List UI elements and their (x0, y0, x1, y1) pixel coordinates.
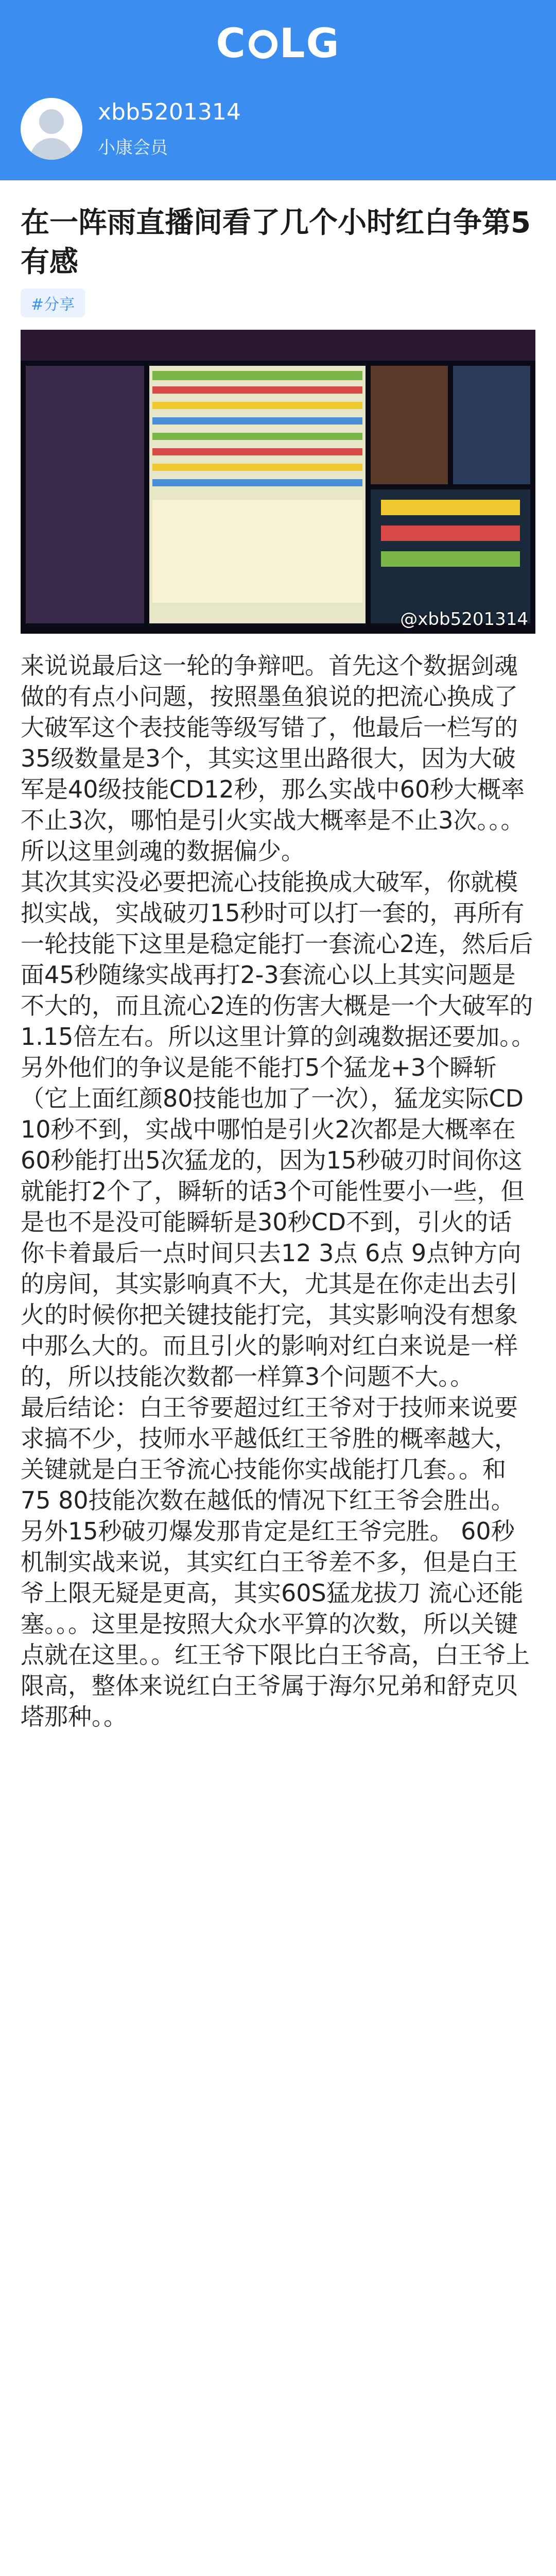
colg-logo: C LG (216, 21, 340, 67)
post-paragraph: 来说说最后这一轮的争辩吧。首先这个数据剑魂做的有点小问题，按照墨鱼狼说的把流心换成了大破军这个表技能等级写错了，他最后一栏写的35级数量是3个，其实这里出路很大，因为大破军是40级技能CD12秒，那么实战中60秒大概率不止3次，哪怕是引火实战大概率是不止3次。。。所以这里剑魂的数据偏少。 (21, 652, 525, 865)
category-tag[interactable]: #分享 (21, 289, 85, 317)
post-image[interactable] (21, 330, 535, 634)
page-header (0, 0, 556, 180)
author-avatar[interactable] (21, 98, 82, 160)
author-row[interactable] (21, 98, 241, 160)
author-tag: 小康会员 (98, 138, 168, 158)
post-paragraph: 最后结论：白王爷要超过红王爷对于技师来说要求搞不少，技师水平越低红王爷胜的概率越大，关键就是白王爷流心技能你实战能打几套。。和75 80技能次数在越低的情况下红王爷会胜出。另外15秒破刃爆发那肯定是红王爷完胜。 60秒机制实战来说，其实红白王爷差不多，但是白王爷上限无疑是更高，其实60S猛龙拔刀 流心还能塞。。。这里是按照大众水平算的次数，所以关键点就在这里。。红王爷下限比白王爷高，白王爷上限高，整体来说红白王爷属于海尔兄弟和舒克贝塔那种。。 (21, 1394, 530, 1731)
post-body (21, 650, 535, 1732)
post-paragraph: 其次其实没必要把流心技能换成大破军，你就模拟实战，实战破刃15秒时可以打一套的，再所有一轮技能下这里是稳定能打一套流心2连，然后后面45秒随缘实战再打2-3套流心以上其实问题是不大的，而且流心2连的伤害大概是一个大破军的1.15倍左右。所以这里计算的剑魂数据还要加。。 (21, 868, 535, 1050)
author-name[interactable]: xbb5201314 (98, 99, 241, 125)
post-title: 在一阵雨直播间看了几个小时红白争第5有感 (21, 206, 531, 279)
post-paragraph: 另外他们的争议是能不能打5个猛龙+3个瞬斩（它上面红颜80技能也加了一次），猛龙实际CD 10秒不到，实战中哪怕是引火2次都是大概率在60秒能打出5次猛龙的，因为15秒破刃时间你这就能打2个了，瞬斩的话3个可能性要小一些，但是也不是没可能瞬斩是30秒CD不到，引火的话你卡着最后一点时间只去12 3点 6点 9点钟方向的房间，其实影响真不大，尤其是在你走出去引火的时候你把关键技能打完，其实影响没有想象中那么大的。而且引火的影响对红白来说是一样的，所以技能次数都一样算3个问题不大。。 (21, 1054, 525, 1391)
image-watermark: @xbb5201314 (400, 609, 528, 630)
